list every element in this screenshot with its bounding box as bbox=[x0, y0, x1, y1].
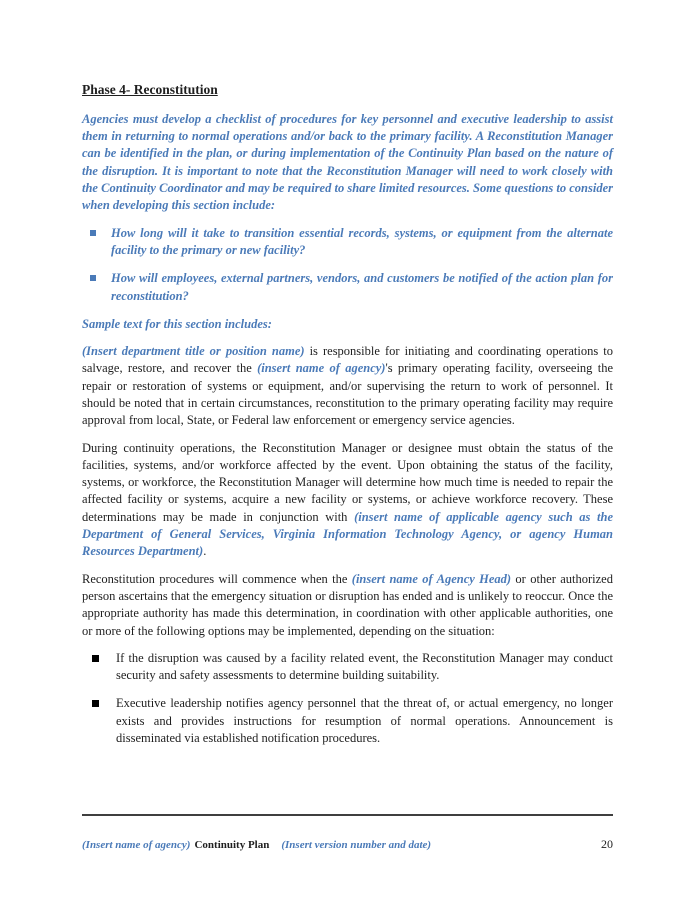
commence-paragraph bbox=[82, 571, 613, 640]
page-content bbox=[82, 83, 613, 758]
list-item bbox=[82, 650, 613, 685]
list-item bbox=[82, 225, 613, 260]
square-bullet-icon bbox=[92, 655, 99, 662]
list-item bbox=[82, 270, 613, 305]
options-list bbox=[82, 650, 613, 747]
body-text: Reconstitution procedures will commence when the bbox=[82, 571, 352, 586]
sample-text-label: Sample text for this section includes: bbox=[82, 316, 272, 331]
body-text: . bbox=[203, 544, 207, 559]
status-paragraph bbox=[82, 440, 613, 561]
guidance-questions-list bbox=[82, 225, 613, 305]
option-text: Executive leadership notifies agency personnel that the threat of, or actual emergency, no longer exists and provides instructions for resumption of normal operations. Announcement is disseminated via established notification procedures. bbox=[116, 696, 613, 746]
question-text: How will employees, external partners, vendors, and customers be notified of the action plan for reconstitution? bbox=[111, 271, 613, 303]
footer-agency-placeholder: (Insert name of agency) bbox=[82, 839, 191, 851]
insert-department-placeholder: (Insert department title or position name) bbox=[82, 344, 305, 359]
intro-guidance-paragraph: Agencies must develop a checklist of procedures for key personnel and executive leadership to assist them in returning to normal operations and/or back to the primary facility. A Reconstitution Manager can be identified in the plan, or during implementation of the Continuity Plan based on the nature of the disruption. It is important to note that the Reconstitution Manager will need to work closely with the Continuity Coordinator and may be required to share limited resources. Some questions to consider when developing this section include: bbox=[82, 111, 613, 213]
insert-agency-placeholder: (insert name of agency) bbox=[257, 361, 386, 376]
option-text: If the disruption was caused by a facility related event, the Reconstitution Manager may conduct security and safety assessments to determine building suitability. bbox=[116, 650, 613, 683]
square-bullet-icon bbox=[92, 700, 99, 707]
body-text: 's primary operating facility, overseeing the repair or restoration of systems or equipment, and/or supervising the return to work of personnel. It should be noted that in certain circumstances, reconstitution to the primary operating facility may require approval from local, State, or Federal law enforcement or emergency service agencies. bbox=[82, 361, 614, 428]
responsibility-paragraph bbox=[82, 343, 613, 429]
insert-applicable-agency-placeholder: (insert name of applicable agency such as the Department of General Services, Virginia Information Technology Agency, or agency Human Resources Department) bbox=[82, 509, 613, 559]
footer-row bbox=[82, 837, 613, 852]
question-text: How long will it take to transition essential records, systems, or equipment from the alternate facility to the primary or new facility? bbox=[111, 225, 613, 257]
list-item bbox=[82, 695, 613, 747]
insert-agency-head-placeholder: (insert name of Agency Head) bbox=[351, 571, 512, 586]
body-text: is responsible for initiating and coordinating operations to salvage, restore, and recover the bbox=[82, 344, 613, 376]
body-text: or other authorized person ascertains that the emergency situation or disruption has ended and is unlikely to reoccur. Once the appropriate authority has made this determination, in coordination with other applicable authorities, one or more of the following options may be implemented, depending on the situation: bbox=[82, 571, 613, 638]
section-heading: Phase 4- Reconstitution bbox=[82, 82, 218, 97]
page-number: 20 bbox=[601, 837, 613, 851]
body-text: During continuity operations, the Reconstitution Manager or designee must obtain the status of the facilities, systems, and/or workforce affected by the event. Upon obtaining the status of the facility, systems, or workforce, the Reconstitution Manager will determine how much time is needed to repair the affected facility or systems, acquire a new facility or systems, or achieve workforce recovery. These determinations may be made in conjunction with bbox=[82, 440, 613, 524]
footer-document-title: Continuity Plan bbox=[194, 839, 270, 851]
square-bullet-icon bbox=[90, 230, 96, 236]
page-footer bbox=[82, 814, 613, 852]
footer-left-group bbox=[82, 839, 431, 851]
footer-version-placeholder: (Insert version number and date) bbox=[281, 839, 432, 851]
square-bullet-icon bbox=[90, 275, 96, 281]
